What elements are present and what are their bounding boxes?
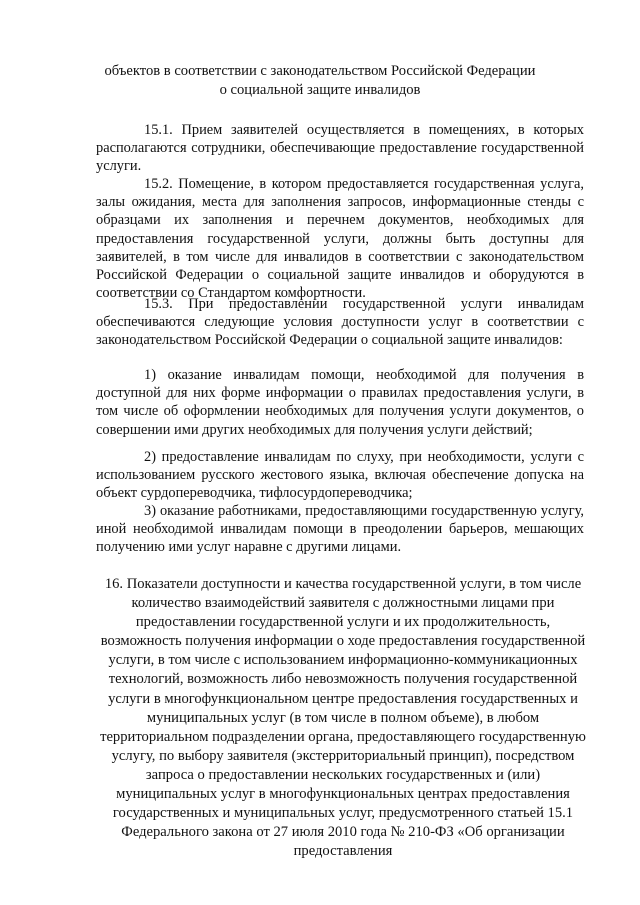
list-item-1: 1) оказание инвалидам помощи, необходимой для получения в доступной для них форме информации о правилах предоставления услуги, в том числе об оформлении необходимых для получения услуги документов, о совершении ими других необходимых для получения услуги действий;	[96, 367, 584, 438]
section-heading-continuation: объектов в соответствии с законодательством Российской Федерации о социальной защите инвалидов	[104, 63, 536, 99]
section-16-heading: 16. Показатели доступности и качества государственной услуги, в том числе количество взаимодействий заявителя с должностными лицами при предоставлении государственной услуги и их продолжительность, возможность получения информации о ходе предоставления государственной услуги, в том числе с использованием информационно-коммуникационных технологий, возможность либо невозможность получения государственной услуги в многофункциональном центре предоставления государственных и муниципальных услуг (в том числе в полном объеме), в любом территориальном подразделении органа, предоставляющего государственную услугу, по выбору заявителя (экстерриториальный принцип), посредством запроса о предоставлении нескольких государственных и (или) муниципальных услуг в многофункциональных центрах предоставления государственных и муниципальных услуг, предусмотренного статьей 15.1 Федерального закона от 27 июля 2010 года № 210-ФЗ «Об организации предоставления	[100, 576, 586, 860]
list-item-2: 2) предоставление инвалидам по слуху, при необходимости, услуги с использованием русского жестового языка, включая обеспечение допуска на объект сурдопереводчика, тифлосурдопереводчика;	[96, 449, 584, 502]
paragraph-15-3: 15.3. При предоставлении государственной услуги инвалидам обеспечиваются следующие условия доступности услуг в соответствии с законодательством Российской Федерации о социальной защите инвалидов:	[96, 296, 584, 349]
list-item-3: 3) оказание работниками, предоставляющими государственную услугу, иной необходимой инвалидам помощи в преодолении барьеров, мешающих получению ими услуг наравне с другими лицами.	[96, 503, 584, 556]
paragraph-15-2: 15.2. Помещение, в котором предоставляется государственная услуга, залы ожидания, места для заполнения запросов, информационные стенды с образцами их заполнения и перечнем документов, необходимых для предоставления государственной услуги, должны быть доступны для заявителей, в том числе для инвалидов в соответствии с законодательством Российской Федерации о социальной защите инвалидов и оборудуются в соответствии со Стандартом комфортности.	[96, 176, 584, 302]
paragraph-15-1: 15.1. Прием заявителей осуществляется в помещениях, в которых располагаются сотрудники, обеспечивающие предоставление государственной услуги.	[96, 122, 584, 175]
